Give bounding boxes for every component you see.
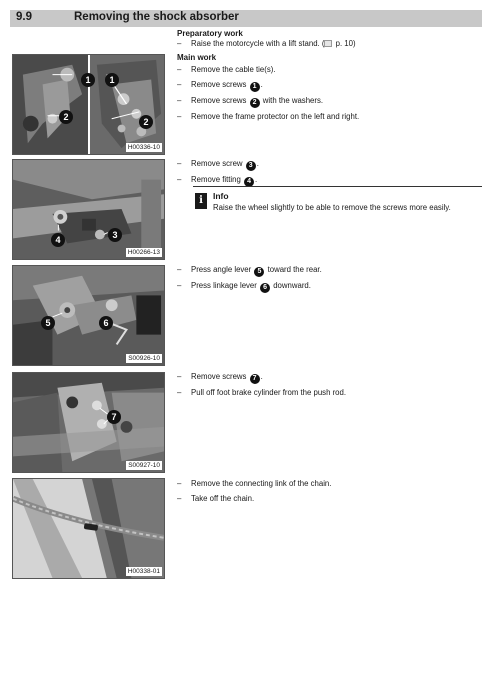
step-cable-ties <box>177 63 482 76</box>
dash: – <box>177 479 182 488</box>
dash: – <box>177 39 182 48</box>
info-box <box>193 186 482 213</box>
callout-6: 6 <box>99 316 113 330</box>
dash: – <box>177 372 182 381</box>
dash: – <box>177 96 182 105</box>
step-text: Press linkage lever <box>191 281 260 290</box>
info-title: Info <box>213 191 229 201</box>
photo-code: S00927-10 <box>128 462 160 469</box>
callout-3: 3 <box>246 161 256 171</box>
photo-chain <box>12 478 165 579</box>
photo-code: S00926-10 <box>128 355 160 362</box>
step-text: Remove screws <box>191 80 249 89</box>
callout-1: 1 <box>250 82 260 92</box>
callout-5: 5 <box>41 316 55 330</box>
step-text: . <box>260 372 263 381</box>
block-brake-cylinder <box>177 370 482 399</box>
step-text: . <box>255 175 258 184</box>
step-pull-off-cylinder <box>177 386 482 399</box>
step-text: Take off the chain. <box>191 494 255 503</box>
step-text: Raise the motorcycle with a lift stand. ( <box>191 39 325 48</box>
dash: – <box>177 159 182 168</box>
dash: – <box>177 265 182 274</box>
callout-1: 1 <box>81 73 95 87</box>
photo-screw-fitting <box>12 159 165 260</box>
step-text: downward. <box>271 281 311 290</box>
callout-1: 1 <box>105 73 119 87</box>
block-preparatory-main <box>177 29 482 123</box>
preparatory-heading: Preparatory work <box>177 29 243 38</box>
step-text: Press angle lever <box>191 265 254 274</box>
block-levers <box>177 263 482 293</box>
block-chain <box>177 477 482 505</box>
photo-levers <box>12 265 165 366</box>
step-remove-screws-2 <box>177 94 482 108</box>
step-connecting-link <box>177 477 482 490</box>
dash: – <box>177 80 182 89</box>
step-take-off-chain <box>177 492 482 505</box>
dash: – <box>177 281 182 290</box>
callout-7: 7 <box>107 410 121 424</box>
step-text: Remove the connecting link of the chain. <box>191 479 332 488</box>
step-text: Pull off foot brake cylinder from the push rod. <box>191 388 347 397</box>
step-linkage-lever <box>177 279 482 293</box>
section-number: 9.9 <box>16 11 32 23</box>
callout-2: 2 <box>59 110 73 124</box>
step-text: toward the rear. <box>265 265 322 274</box>
info-icon: i <box>195 193 207 209</box>
dash: – <box>177 494 182 503</box>
dash: – <box>177 112 182 121</box>
step-angle-lever <box>177 263 482 277</box>
main-work-heading: Main work <box>177 53 217 62</box>
callout-2: 2 <box>139 115 153 129</box>
step-text: Remove fitting <box>191 175 244 184</box>
info-text: Raise the wheel slightly to be able to remove the screws more easily. <box>213 203 451 212</box>
step-text: . <box>256 159 259 168</box>
step-text: Remove screw <box>191 159 245 168</box>
callout-7: 7 <box>250 374 260 384</box>
callout-6: 6 <box>260 283 270 293</box>
callout-2: 2 <box>250 98 260 108</box>
photo-code: H00336-10 <box>127 144 160 151</box>
step-text: Remove the frame protector on the left and right. <box>191 112 360 121</box>
dash: – <box>177 65 182 74</box>
step-remove-screws-7 <box>177 370 482 384</box>
step-lift-stand <box>177 39 482 49</box>
step-text: Remove screws <box>191 96 249 105</box>
step-frame-protector <box>177 110 482 123</box>
page-reference-icon <box>324 40 332 47</box>
step-text: . <box>260 80 263 89</box>
section-header <box>10 10 482 27</box>
page-reference[interactable]: p. 10) <box>333 39 356 48</box>
callout-4: 4 <box>51 233 65 247</box>
photo-code: H00338-01 <box>127 568 160 575</box>
callout-3: 3 <box>108 228 122 242</box>
callout-5: 5 <box>254 267 264 277</box>
photo-screws-washers <box>12 54 165 155</box>
step-remove-fitting-4 <box>177 173 482 187</box>
photo-code: H00266-13 <box>127 249 160 256</box>
dash: – <box>177 175 182 184</box>
callout-4: 4 <box>244 177 254 187</box>
step-remove-screw-3 <box>177 157 482 171</box>
step-text: Remove screws <box>191 372 249 381</box>
step-text: with the washers. <box>260 96 324 105</box>
dash: – <box>177 388 182 397</box>
step-text: Remove the cable tie(s). <box>191 65 276 74</box>
photo-foot-brake-cylinder <box>12 372 165 473</box>
block-screw-fitting <box>177 157 482 187</box>
step-remove-screws-1 <box>177 78 482 92</box>
section-title: Removing the shock absorber <box>74 11 239 23</box>
